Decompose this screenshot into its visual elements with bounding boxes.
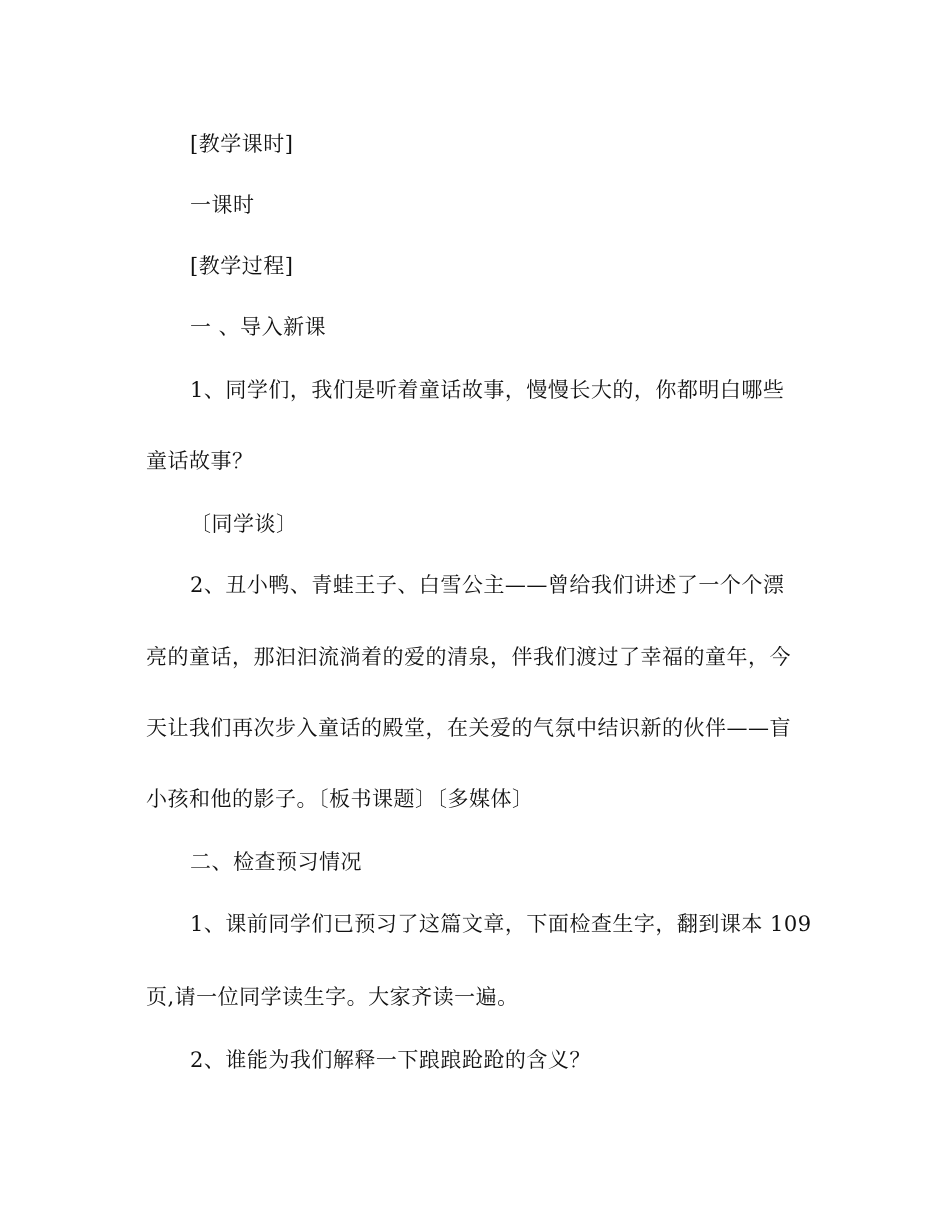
section-heading-preview: 二、检查预习情况 [190, 850, 362, 874]
heading-teaching-process: [教学过程] [190, 254, 294, 278]
paragraph-line: 2、谁能为我们解释一下踉踉跄跄的含义？ [190, 1048, 591, 1072]
paragraph-line: 亮的童话，那汩汩流淌着的爱的清泉，伴我们渡过了幸福的童年，今 [146, 645, 791, 669]
paragraph-line: 〔同学谈〕 [190, 512, 298, 536]
paragraph-line: 童话故事？ [146, 449, 254, 473]
paragraph-line: 1、课前同学们已预习了这篇文章，下面检查生字，翻到课本 109 [190, 912, 812, 936]
paragraph-line: 2、丑小鸭、青蛙王子、白雪公主——曾给我们讲述了一个个漂 [190, 573, 785, 597]
paragraph-line: 小孩和他的影子。〔板书课题〕〔多媒体〕 [146, 787, 534, 811]
paragraph-line: 页,请一位同学读生字。大家齐读一遍。 [146, 985, 519, 1009]
heading-teaching-hours: [教学课时] [190, 132, 294, 156]
section-heading-intro: 一 、导入新课 [190, 315, 327, 339]
paragraph-line: 1、同学们，我们是听着童话故事，慢慢长大的，你都明白哪些 [190, 378, 785, 402]
paragraph-hours-value: 一课时 [190, 193, 255, 217]
paragraph-line: 天让我们再次步入童话的殿堂，在关爱的气氛中结识新的伙伴——盲 [146, 716, 791, 740]
